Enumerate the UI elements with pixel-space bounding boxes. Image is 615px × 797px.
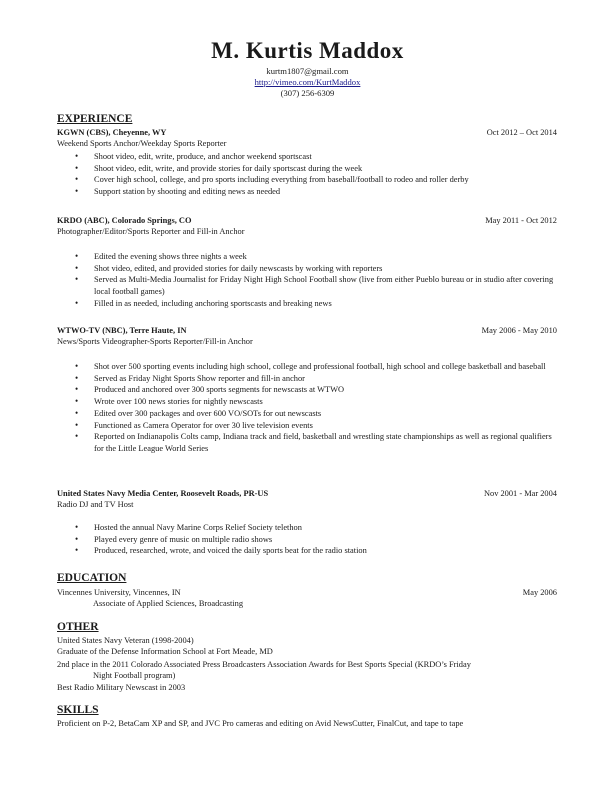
list-item: • Support station by shooting and editing news as needed (75, 186, 560, 198)
applicant-name: M. Kurtis Maddox (211, 38, 404, 63)
job-employer: WTWO-TV (NBC), Terre Haute, IN (57, 326, 187, 335)
list-item: • Functioned as Camera Operator for over 30 live television events (75, 420, 560, 432)
website-link[interactable]: http://vimeo.com/KurtMaddox (254, 77, 361, 87)
list-item: • Produced, researched, wrote, and voiced the daily sports beat for the radio station (75, 545, 560, 557)
email: kurtm1807@gmail.com (266, 66, 349, 76)
other-line: Graduate of the Defense Information School at Fort Meade, MD (57, 647, 273, 656)
job-employer: KGWN (CBS), Cheyenne, WY (57, 128, 167, 137)
other-line: Best Radio Military Newscast in 2003 (57, 683, 186, 692)
skills-text: Proficient on P-2, BetaCam XP and SP, and JVC Pro cameras and editing on Avid NewsCutter, FinalCut, and tape to tape (57, 719, 464, 728)
list-item: • Served as Multi-Media Journalist for Friday Night High School Football show (live from either Pueblo bureau or in studio after covering local football games) (75, 274, 560, 297)
job-role: News/Sports Videographer-Sports Reporter/Fill-in Anchor (57, 337, 253, 346)
education-degree: Associate of Applied Sciences, Broadcasting (93, 599, 244, 608)
list-item: • Reported on Indianapolis Colts camp, Indiana track and field, basketball and wrestling state championships as well as regional qualifiers for the Little League World Series (75, 431, 560, 454)
list-item: • Hosted the annual Navy Marine Corps Relief Society telethon (75, 522, 560, 534)
job-role: Photographer/Editor/Sports Reporter and Fill-in Anchor (57, 227, 245, 236)
job-dates: May 2011 - Oct 2012 (485, 216, 557, 225)
list-item: • Filled in as needed, including anchoring sportscasts and breaking news (75, 298, 560, 310)
list-item: • Wrote over 100 news stories for nightly newscasts (75, 396, 560, 408)
job-dates: Nov 2001 - Mar 2004 (483, 489, 557, 498)
list-item: • Edited the evening shows three nights a week (75, 251, 560, 263)
job-bullets (75, 361, 560, 455)
list-item: • Shoot video, edit, write, produce, and anchor weekend sportscast (75, 151, 560, 163)
other-line: United States Navy Veteran (1998-2004) (57, 636, 194, 645)
education-heading: EDUCATION (57, 572, 127, 584)
job-employer: KRDO (ABC), Colorado Springs, CO (57, 216, 192, 225)
experience-heading: EXPERIENCE (57, 113, 133, 125)
list-item: • Served as Friday Night Sports Show reporter and fill-in anchor (75, 373, 560, 385)
other-line: 2nd place in the 2011 Colorado Associated Press Broadcasters Association Awards for Best Sports Special (KRDO’s Friday (57, 660, 471, 669)
list-item: • Produced and anchored over 300 sports segments for newscasts at WTWO (75, 384, 560, 396)
list-item: • Shot over 500 sporting events including high school, college and professional football, high school and college basketball and baseball (75, 361, 560, 373)
job-dates: Oct 2012 – Oct 2014 (486, 128, 557, 137)
list-item: • Shoot video, edit, write, and provide stories for daily sportscast during the week (75, 163, 560, 175)
education-school: Vincennes University, Vincennes, IN (57, 588, 181, 597)
skills-heading: SKILLS (57, 704, 99, 716)
job-dates: May 2006 - May 2010 (481, 326, 557, 335)
job-employer: United States Navy Media Center, Roosevelt Roads, PR-US (57, 489, 269, 498)
job-role: Weekend Sports Anchor/Weekday Sports Reporter (57, 139, 227, 148)
phone: (307) 256-6309 (280, 88, 335, 98)
list-item: • Shot video, edited, and provided stories for daily newscasts by working with reporters (75, 263, 560, 275)
job-role: Radio DJ and TV Host (57, 500, 134, 509)
list-item: • Played every genre of music on multiple radio shows (75, 534, 560, 546)
job-bullets (75, 251, 560, 310)
job-bullets (75, 151, 560, 198)
list-item: • Cover high school, college, and pro sports including everything from baseball/football to rodeo and roller derby (75, 174, 560, 186)
education-dates: May 2006 (522, 588, 557, 597)
other-heading: OTHER (57, 621, 99, 633)
list-item: • Edited over 300 packages and over 600 VO/SOTs for out newscasts (75, 408, 560, 420)
job-bullets (75, 522, 560, 557)
other-line: Night Football program) (93, 671, 176, 680)
